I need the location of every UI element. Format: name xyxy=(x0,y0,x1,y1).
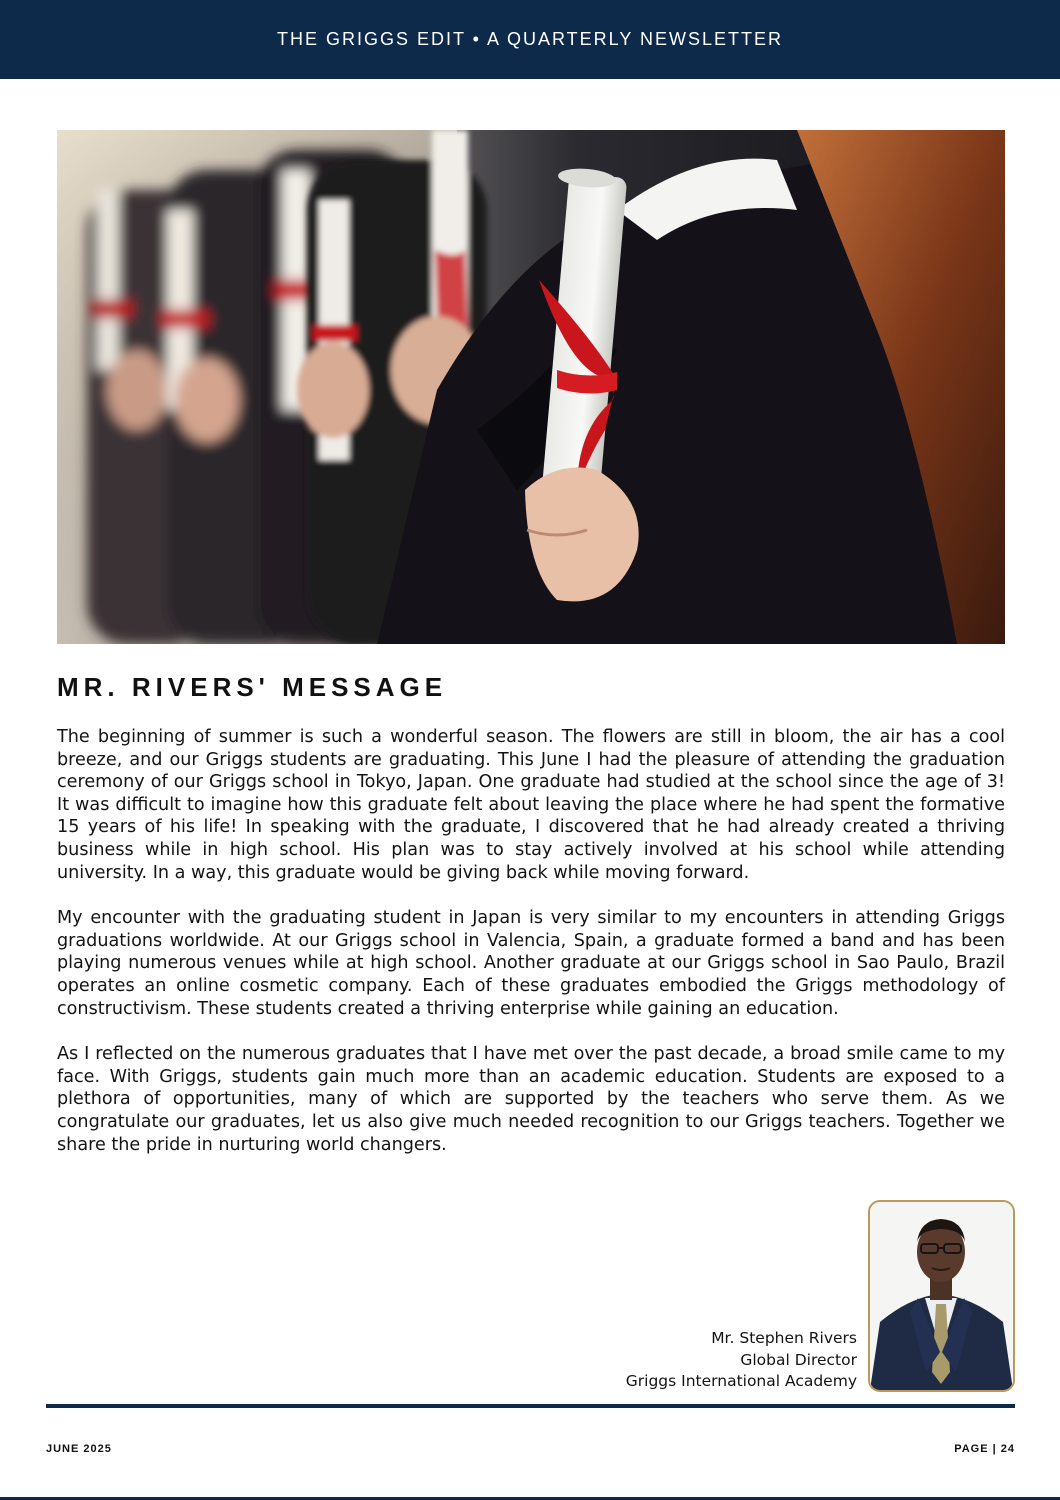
article-body xyxy=(57,726,1005,1179)
paragraph-1: The beginning of summer is such a wonderful season. The flowers are still in bloom, the air has a cool breeze, and our Griggs students are graduating. This June I had the pleasure of attending the graduation ceremony of our Griggs school in Tokyo, Japan. One graduate had studied at the school since the age of 3! It was difficult to imagine how this graduate felt about leaving the place where he had spent the formative 15 years of his life! In speaking with the graduate, I discovered that he had already created a thriving business while in high school. His plan was to stay actively involved at his school while attending university. In a way, this graduate would be giving back while moving forward. xyxy=(57,727,1005,883)
graduation-photo xyxy=(57,130,1005,644)
signature-name: Mr. Stephen Rivers xyxy=(711,1329,857,1347)
footer-divider xyxy=(46,1404,1015,1408)
footer-date: JUNE 2025 xyxy=(46,1443,112,1455)
signature-organization: Griggs International Academy xyxy=(625,1372,857,1391)
footer-page-number: PAGE | 24 xyxy=(954,1443,1015,1455)
author-portrait xyxy=(868,1200,1015,1392)
banner-title: THE GRIGGS EDIT • A QUARTERLY NEWSLETTER xyxy=(276,29,784,49)
paragraph-2: My encounter with the graduating student in Japan is very similar to my encounters in attending Griggs graduations worldwide. At our Griggs school in Valencia, Spain, a graduate formed a band and has been playing numerous venues while at high school. Another graduate at our Griggs school in Sao Paulo, Brazil operates an online cosmetic company. Each of these graduates embodied the Griggs methodology of constructivism. These students created a thriving enterprise while gaining an education. xyxy=(57,908,1005,1019)
signature-block xyxy=(626,1328,857,1393)
newsletter-banner xyxy=(0,0,1060,79)
article-title: MR. RIVERS' MESSAGE xyxy=(57,672,448,702)
paragraph-3: As I reflected on the numerous graduates that I have met over the past decade, a broad smile came to my face. With Griggs, students gain much more than an academic education. Students are exposed to a plethora of opportunities, many of which are supported by the teachers who serve them. As we congratulate our graduates, let us also give much needed recognition to our Griggs teachers. Together we share the pride in nurturing world changers. xyxy=(57,1044,1005,1155)
signature-role: Global Director xyxy=(740,1350,857,1369)
